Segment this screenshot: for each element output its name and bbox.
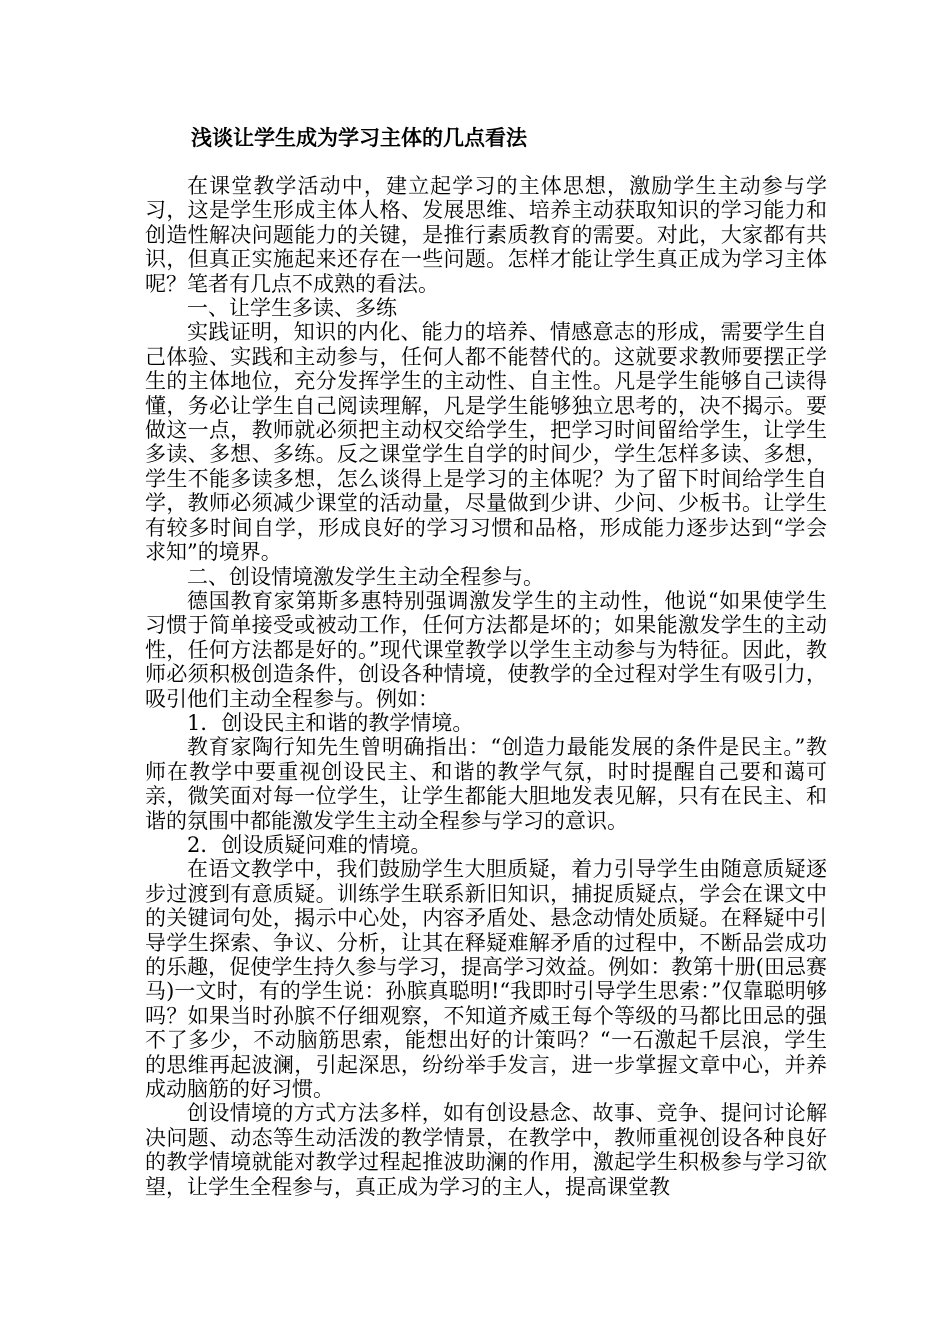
document-title: 浅谈让学生成为学习主体的几点看法	[191, 126, 527, 150]
document-body	[145, 174, 827, 1199]
paragraph-subsection-2: 在语文教学中，我们鼓励学生大胆质疑，着力引导学生由随意质疑逐步过渡到有意质疑。训练学生联系新旧知识，捕捉质疑点，学会在课文中的关键词句处，揭示中心处，内容矛盾处、悬念动情处质疑。在释疑中引导学生探索、争议、分析，让其在释疑难解矛盾的过程中，不断品尝成功的乐趣，促使学生持久参与学习，提高学习效益。例如：教第十册(田忌赛马)一文时，有的学生说：孙膑真聪明!“我即时引导学生思索：”仅靠聪明够吗？如果当时孙膑不仔细观察，不知道齐威王每个等级的马都比田忌的强不了多少，不动脑筋思索，能想出好的计策吗？“一石激起千层浪，学生的思维再起波澜，引起深思，纷纷举手发言，进一步掌握文章中心，并养成动脑筋的好习惯。	[145, 857, 827, 1102]
paragraph-section-1: 实践证明，知识的内化、能力的培养、情感意志的形成，需要学生自己体验、实践和主动参与，任何人都不能替代的。这就要求教师要摆正学生的主体地位，充分发挥学生的主动性、自主性。凡是学生能够自己读得懂，务必让学生自己阅读理解，凡是学生能够独立思考的，决不揭示。要做这一点，教师就必须把主动权交给学生，把学习时间留给学生，让学生多读、多想、多练。反之课堂学生自学的时间少，学生怎样多读、多想，学生不能多读多想，怎么谈得上是学习的主体呢？为了留下时间给学生自学，教师必须减少课堂的活动量，尽量做到少讲、少问、少板书。让学生有较多时间自学，形成良好的学习习惯和品格，形成能力逐步达到“学会求知”的境界。	[145, 320, 827, 565]
subsection-heading-1: 1．创设民主和谐的教学情境。	[187, 710, 474, 735]
paragraph-conclusion: 创设情境的方式方法多样，如有创设悬念、故事、竞争、提问讨论解决问题、动态等生动活泼的教学情景，在教学中，教师重视创设各种良好的教学情境就能对教学过程起推波助澜的作用，激起学生积极参与学习欲望，让学生全程参与，真正成为学习的主人，提高课堂教	[145, 1101, 827, 1199]
paragraph-section-2: 德国教育家第斯多惠特别强调激发学生的主动性，他说“如果使学生习惯于简单接受或被动工作，任何方法都是坏的；如果能激发学生的主动性，任何方法都是好的。”现代课堂教学以学生主动参与为特征。因此，教师必须积极创造条件，创设各种情境，使教学的全过程对学生有吸引力，吸引他们主动全程参与。例如：	[145, 588, 827, 711]
paragraph-intro: 在课堂教学活动中，建立起学习的主体思想，激励学生主动参与学习，这是学生形成主体人格、发展思维、培养主动获取知识的学习能力和创造性解决问题能力的关键，是推行素质教育的需要。对此，大家都有共识，但真正实施起来还存在一些问题。怎样才能让学生真正成为学习主体呢？笔者有几点不成熟的看法。	[145, 174, 827, 296]
subsection-heading-2: 2．创设质疑问难的情境。	[187, 832, 432, 857]
paragraph-subsection-1: 教育家陶行知先生曾明确指出：“创造力最能发展的条件是民主。”教师在教学中要重视创设民主、和谐的教学气氛，时时提醒自己要和蔼可亲，微笑面对每一位学生，让学生都能大胆地发表见解，只有在民主、和谐的氛围中都能激发学生主动全程参与学习的意识。	[145, 735, 827, 833]
section-heading-2: 二、创设情境激发学生主动全程参与。	[187, 564, 544, 589]
section-heading-1: 一、让学生多读、多练	[187, 296, 397, 321]
